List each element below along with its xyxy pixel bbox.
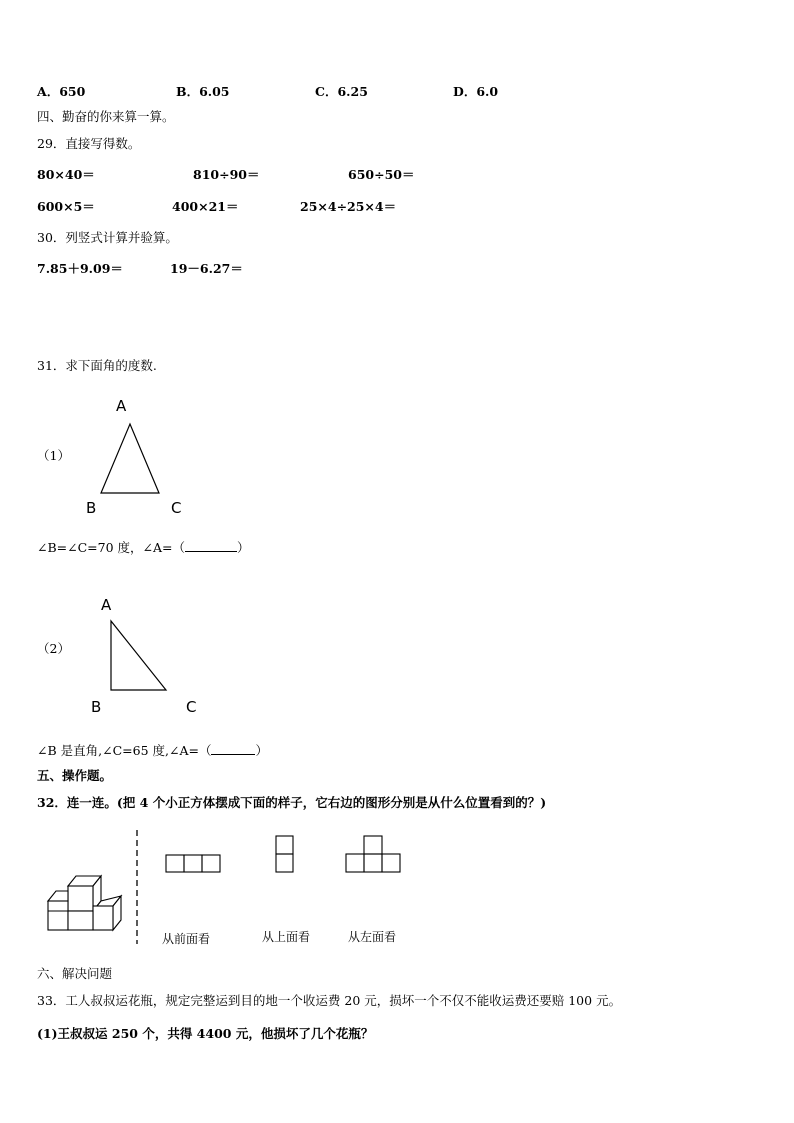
q31-part2-close: ）	[255, 743, 268, 758]
q31-part2-condition-text: ∠B 是直角,∠C=65 度,∠A=（	[37, 743, 212, 758]
q29-item-3: 650÷50＝	[348, 167, 415, 182]
left-view-shape	[346, 836, 400, 872]
caption-front-view: 从前面看	[162, 932, 211, 946]
option-a: A．650	[37, 84, 86, 99]
section-6-title: 六、解决问题	[37, 966, 113, 981]
q33-sub1: (1)王叔叔运 250 个，共得 4400 元，他损坏了几个花瓶？	[37, 1026, 374, 1041]
q29-item-4: 600×5＝	[37, 199, 95, 214]
section-4-title: 四、勤奋的你来算一算。	[37, 109, 175, 124]
q32-title: 32．连一连。(把 4 个小正方体摆成下面的样子，它右边的图形分别是从什么位置看到的？)	[37, 795, 547, 810]
q33-title: 33．工人叔叔运花瓶，规定完整运到目的地一个收运费 20 元，损坏一个不仅不能收运费还要赔 100 元。	[37, 993, 622, 1008]
q30-title: 30．列竖式计算并验算。	[37, 230, 178, 245]
q30-item-2: 19－6.27＝	[170, 261, 243, 276]
triangle1-label-c: C	[171, 499, 182, 517]
option-b: B．6.05	[176, 84, 230, 99]
top-view-shape	[276, 836, 293, 872]
q31-part1-close: ）	[237, 540, 250, 555]
front-view-shape	[166, 855, 220, 872]
option-c: C．6.25	[315, 84, 368, 99]
q30-item-1: 7.85＋9.09＝	[37, 261, 123, 276]
triangle2-label-a: A	[101, 596, 112, 614]
q29-item-6: 25×4÷25×4＝	[300, 199, 397, 214]
caption-left-view: 从左面看	[348, 930, 397, 944]
triangle1-label-b: B	[86, 499, 97, 517]
triangle1-label-a: A	[116, 397, 127, 415]
q31-part1-number: （1）	[37, 448, 70, 463]
q29-item-1: 80×40＝	[37, 167, 95, 182]
triangle2-label-b: B	[91, 698, 102, 716]
option-d: D．6.0	[453, 84, 499, 99]
section-5-title: 五、操作题。	[37, 768, 113, 783]
q29-item-5: 400×21＝	[172, 199, 239, 214]
triangle2-label-c: C	[186, 698, 197, 716]
q29-item-2: 810÷90＝	[193, 167, 260, 182]
q31-part1-condition-text: ∠B=∠C=70 度，∠A=（	[37, 540, 185, 555]
q31-title: 31．求下面角的度数.	[37, 358, 157, 373]
q31-part2-number: （2）	[37, 641, 70, 656]
caption-top-view: 从上面看	[262, 930, 311, 944]
q29-title: 29．直接写得数。	[37, 136, 141, 151]
